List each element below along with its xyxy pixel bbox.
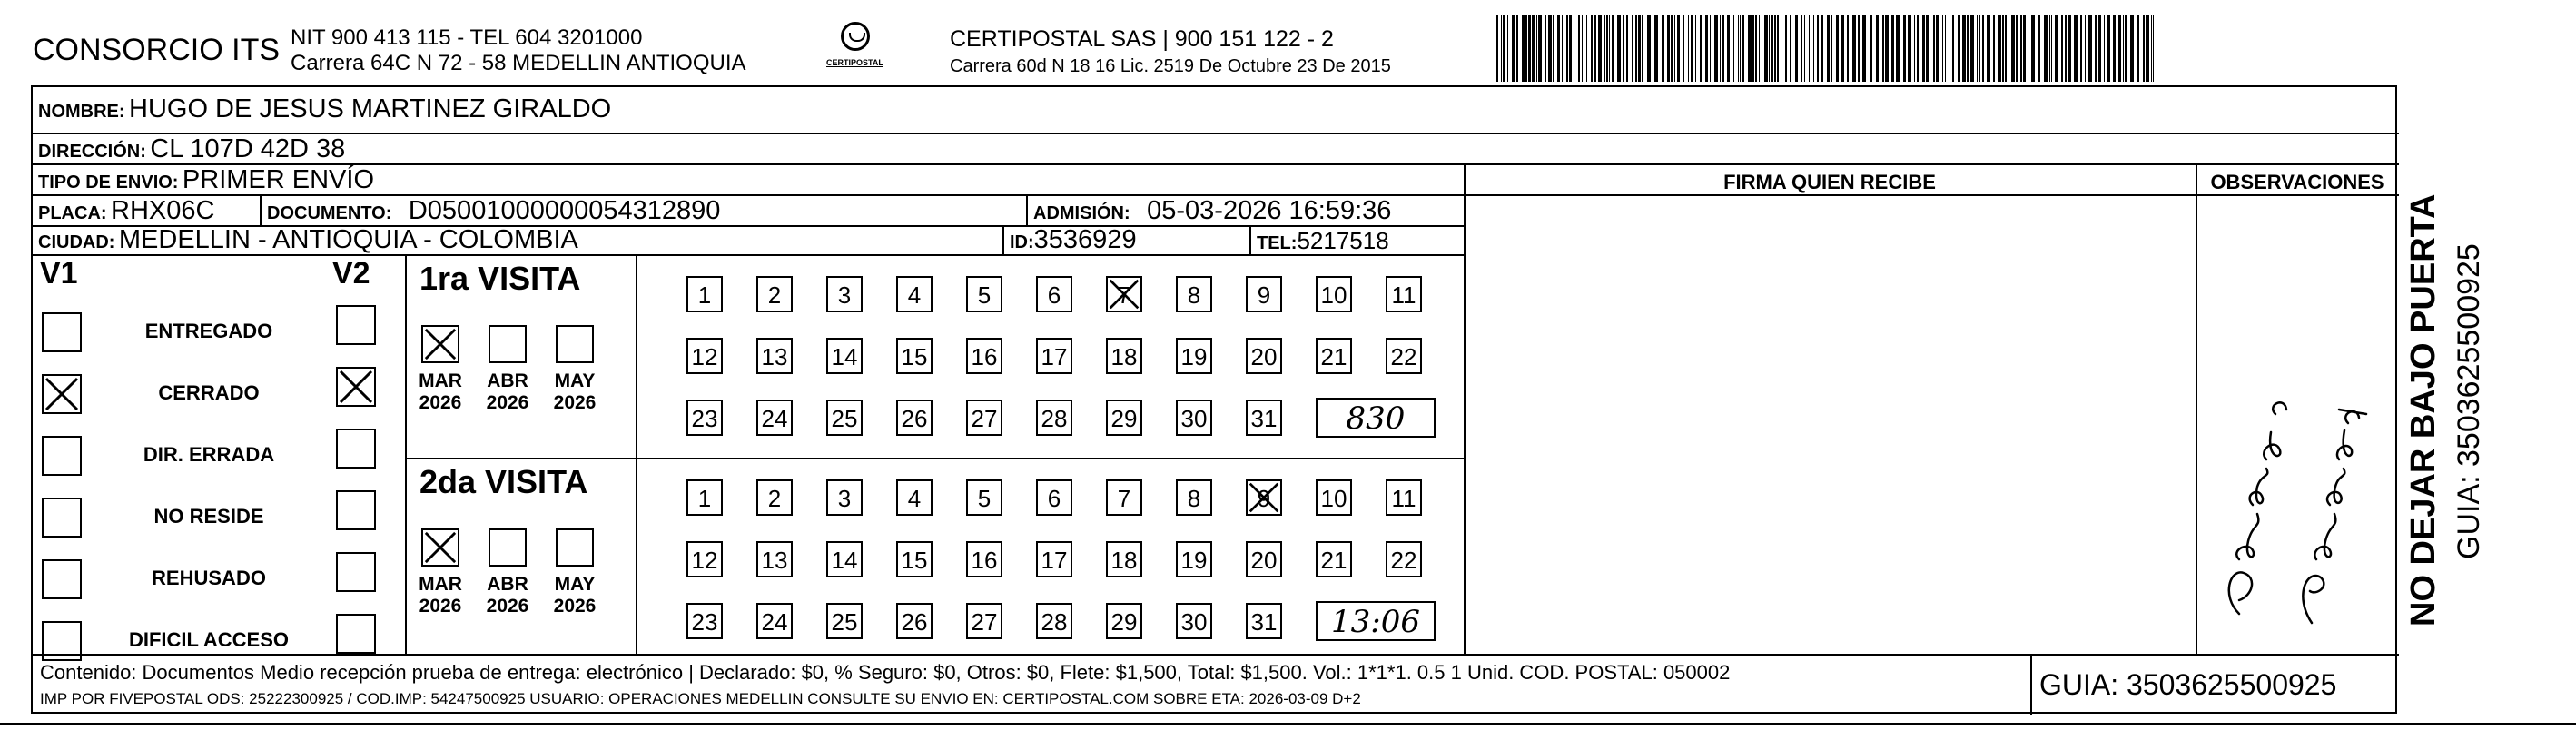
day-box[interactable]: 20 (1246, 338, 1282, 374)
month-label: MAR 2026 (419, 370, 462, 413)
day-box[interactable]: 31 (1246, 400, 1282, 436)
month-checkbox[interactable] (421, 325, 459, 363)
guia-footer: GUIA: 3503625500925 (2039, 668, 2337, 701)
day-box[interactable]: 5 (966, 276, 1002, 312)
v1-checkbox[interactable] (42, 436, 82, 476)
day-box[interactable]: 20 (1246, 541, 1282, 577)
day-box[interactable]: 11 (1386, 479, 1422, 516)
v1-checkbox[interactable] (42, 312, 82, 352)
day-box[interactable]: 9 (1246, 276, 1282, 312)
certipostal-info (950, 25, 1391, 80)
status-label: CERRADO (158, 381, 260, 404)
day-box[interactable]: 6 (1036, 479, 1072, 516)
id-value: 3536929 (1033, 225, 1137, 254)
day-box[interactable]: 16 (966, 338, 1002, 374)
v1-header: V1 (40, 256, 78, 291)
day-box[interactable]: 23 (686, 603, 723, 639)
day-box[interactable]: 12 (686, 338, 723, 374)
v1-checkbox[interactable] (42, 621, 82, 661)
day-box[interactable]: 15 (896, 338, 933, 374)
day-box[interactable]: 29 (1106, 603, 1142, 639)
day-box[interactable]: 22 (1386, 541, 1422, 577)
guia-side: GUIA: 3503625500925 (2452, 243, 2486, 559)
month-checkbox[interactable] (489, 528, 527, 567)
day-box[interactable]: 31 (1246, 603, 1282, 639)
v1-checkbox[interactable] (42, 498, 82, 538)
v1-checkbox[interactable] (42, 559, 82, 599)
status-label: DIFICIL ACCESO (128, 628, 289, 651)
day-box[interactable]: 21 (1316, 541, 1352, 577)
day-box[interactable]: 19 (1176, 541, 1212, 577)
observaciones-header: OBSERVACIONES (2210, 171, 2384, 193)
day-box[interactable]: 7 (1106, 479, 1142, 516)
nombre-label: NOMBRE: (38, 102, 125, 122)
ciudad-value: MEDELLIN - ANTIOQUIA - COLOMBIA (118, 225, 578, 254)
month-checkbox[interactable] (489, 325, 527, 363)
day-box[interactable]: 1 (686, 479, 723, 516)
certipostal-logo (815, 22, 897, 76)
day-box[interactable]: 28 (1036, 400, 1072, 436)
company-info (291, 25, 746, 76)
logo-icon (841, 22, 870, 51)
day-box[interactable]: 5 (966, 479, 1002, 516)
day-box[interactable]: 30 (1176, 603, 1212, 639)
day-box[interactable]: 24 (756, 603, 793, 639)
day-box[interactable]: 21 (1316, 338, 1352, 374)
day-box[interactable]: 29 (1106, 400, 1142, 436)
admision-label: ADMISIÓN: (1033, 203, 1130, 223)
day-box[interactable]: 13 (756, 541, 793, 577)
day-box[interactable]: 6 (1036, 276, 1072, 312)
documento-label: DOCUMENTO: (267, 203, 392, 223)
day-box[interactable]: 25 (826, 603, 863, 639)
nombre-value: HUGO DE JESUS MARTINEZ GIRALDO (129, 94, 612, 123)
day-box[interactable]: 27 (966, 603, 1002, 639)
day-box[interactable]: 19 (1176, 338, 1212, 374)
visit-title: 2da VISITA (419, 463, 588, 500)
certi-line-2: Carrera 60d N 18 16 Lic. 2519 De Octubre 23 De 2015 (950, 56, 1391, 76)
month-checkbox[interactable] (556, 528, 594, 567)
logo-text: CERTIPOSTAL (826, 58, 883, 67)
handwritten-time: 13:06 (1316, 601, 1436, 641)
day-box[interactable]: 18 (1106, 338, 1142, 374)
day-box[interactable]: 14 (826, 338, 863, 374)
contenido-line: Contenido: Documentos Medio recepción prueba de entrega: electrónico | Declarado: $0, % Seguro: $0, Otros: $0, Flete: $1,500, Total: $1,500. Vol.: 1*1*1. 0.5 1 Unid. COD. POSTAL: 050002 (40, 661, 1731, 684)
direccion-label: DIRECCIÓN: (38, 142, 146, 162)
day-box[interactable]: 23 (686, 400, 723, 436)
day-box[interactable]: 26 (896, 400, 933, 436)
day-box[interactable]: 18 (1106, 541, 1142, 577)
status-label: DIR. ERRADA (143, 443, 275, 466)
v2-checkbox[interactable] (336, 429, 376, 469)
placa-value: RHX06C (111, 196, 215, 225)
day-box[interactable]: 12 (686, 541, 723, 577)
direccion-value: CL 107D 42D 38 (150, 134, 346, 163)
status-label: REHUSADO (152, 567, 266, 589)
no-dejar-bajo-puerta: NO DEJAR BAJO PUERTA (2404, 193, 2443, 627)
month-label: ABR 2026 (486, 370, 529, 413)
day-box[interactable]: 4 (896, 276, 933, 312)
status-label: NO RESIDE (153, 505, 264, 528)
v2-checkbox[interactable] (336, 305, 376, 345)
day-box[interactable]: 7 (1106, 276, 1142, 312)
month-checkbox[interactable] (421, 528, 459, 567)
documento-value: D05001000000054312890 (408, 196, 721, 225)
month-label: ABR 2026 (486, 574, 529, 617)
day-box[interactable]: 26 (896, 603, 933, 639)
day-box[interactable]: 22 (1386, 338, 1422, 374)
day-box[interactable]: 2 (756, 479, 793, 516)
day-box[interactable]: 8 (1176, 276, 1212, 312)
address-line: Carrera 64C N 72 - 58 MEDELLIN ANTIOQUIA (291, 51, 746, 75)
day-box[interactable]: 16 (966, 541, 1002, 577)
v2-checkbox[interactable] (336, 367, 376, 407)
page-edge-line (0, 723, 2576, 725)
admision-value: 05-03-2026 16:59:36 (1147, 196, 1392, 225)
status-label: ENTREGADO (144, 320, 273, 342)
imp-line: IMP POR FIVEPOSTAL ODS: 25222300925 / COD.IMP: 54247500925 USUARIO: OPERACIONES MEDELLIN CONSULTE SU ENVIO EN: CERTIPOSTAL.COM SOBRE ETA: 2026-03-09 D+2 (40, 690, 1361, 707)
delivery-form (31, 85, 2397, 714)
day-box[interactable]: 15 (896, 541, 933, 577)
v2-header: V2 (332, 256, 370, 291)
day-box[interactable]: 25 (826, 400, 863, 436)
day-box[interactable]: 30 (1176, 400, 1212, 436)
certi-line-1: CERTIPOSTAL SAS | 900 151 122 - 2 (950, 26, 1334, 52)
ciudad-label: CIUDAD: (38, 232, 115, 252)
month-label: MAY 2026 (553, 370, 597, 413)
tipo-envio-value: PRIMER ENVÍO (182, 165, 375, 194)
v2-checkbox[interactable] (336, 490, 376, 530)
v1-checkbox[interactable] (42, 374, 82, 414)
day-box[interactable]: 13 (756, 338, 793, 374)
day-box[interactable]: 11 (1386, 276, 1422, 312)
month-label: MAR 2026 (419, 574, 462, 617)
firma-header: FIRMA QUIEN RECIBE (1723, 171, 1936, 193)
day-box[interactable]: 4 (896, 479, 933, 516)
day-box[interactable]: 2 (756, 276, 793, 312)
tel-label: TEL: (1257, 233, 1298, 253)
day-box[interactable]: 3 (826, 479, 863, 516)
day-box[interactable]: 1 (686, 276, 723, 312)
month-checkbox[interactable] (556, 325, 594, 363)
tipo-envio-label: TIPO DE ENVIO: (38, 173, 179, 192)
visit-title: 1ra VISITA (419, 260, 581, 297)
day-box[interactable]: 10 (1316, 479, 1352, 516)
id-label: ID: (1010, 232, 1034, 252)
observaciones-handwriting (2203, 323, 2393, 650)
placa-label: PLACA: (38, 203, 107, 223)
day-box[interactable]: 17 (1036, 541, 1072, 577)
day-box[interactable]: 27 (966, 400, 1002, 436)
nit-line: NIT 900 413 115 - TEL 604 3201000 (291, 25, 643, 50)
day-box[interactable]: 8 (1176, 479, 1212, 516)
company-name: CONSORCIO ITS (33, 33, 281, 67)
day-box[interactable]: 14 (826, 541, 863, 577)
month-label: MAY 2026 (553, 574, 597, 617)
day-box[interactable]: 10 (1316, 276, 1352, 312)
v2-checkbox[interactable] (336, 614, 376, 654)
handwritten-time: 830 (1316, 398, 1436, 438)
v2-checkbox[interactable] (336, 552, 376, 592)
day-box[interactable]: 24 (756, 400, 793, 436)
barcode (1496, 15, 2157, 82)
day-box[interactable]: 9 (1246, 479, 1282, 516)
day-box[interactable]: 28 (1036, 603, 1072, 639)
day-box[interactable]: 17 (1036, 338, 1072, 374)
tel-value: 5217518 (1297, 227, 1389, 254)
day-box[interactable]: 3 (826, 276, 863, 312)
